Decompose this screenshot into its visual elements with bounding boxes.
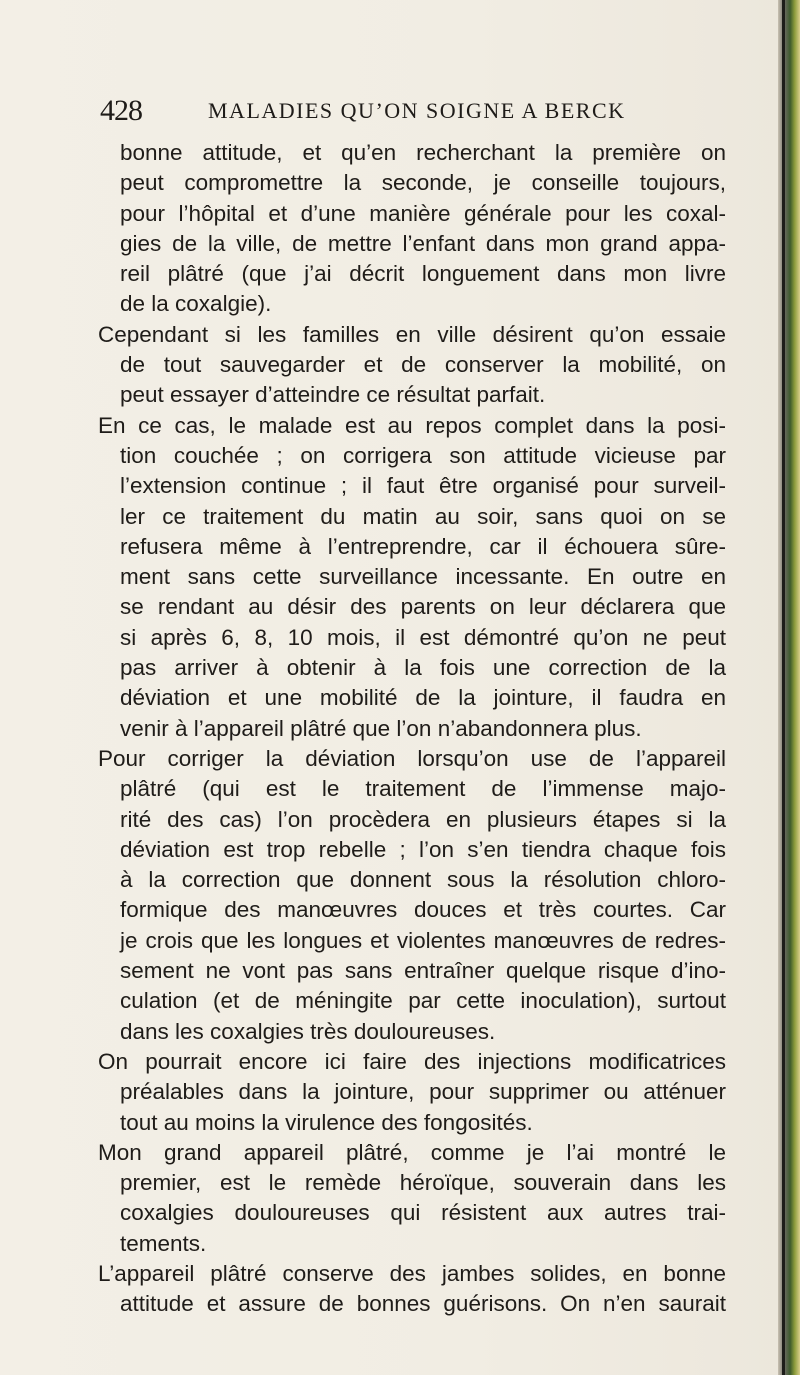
text-line: l’extension continue ; il faut être organisé pour surveil- [120, 473, 726, 499]
text-line: rité des cas) l’on procèdera en plusieurs étapes si la [120, 806, 726, 832]
text-line: Mon grand appareil plâtré, comme je l’ai montré le [98, 1139, 726, 1165]
text-line: reil plâtré (que j’ai décrit longuement dans mon livre [120, 261, 726, 287]
text-line: plâtré (qui est le traitement de l’immense majo- [120, 776, 726, 802]
text-line: pour l’hôpital et d’une manière générale pour les coxal- [120, 200, 726, 226]
text-line: déviation et une mobilité de la jointure, il faudra en [120, 685, 726, 711]
text-line: On pourrait encore ici faire des injections modificatrices [98, 1048, 726, 1074]
text-line: se rendant au désir des parents on leur déclarera que [120, 594, 726, 620]
text-line: je crois que les longues et violentes manœuvres de redres- [120, 927, 726, 953]
text-line: tout au moins la virulence des fongosités. [120, 1109, 533, 1135]
text-line: de la coxalgie). [120, 291, 272, 317]
text-line: de tout sauvegarder et de conserver la mobilité, on [120, 352, 726, 378]
text-line: attitude et assure de bonnes guérisons. On n’en saurait [120, 1291, 726, 1317]
text-line: pas arriver à obtenir à la fois une correction de la [120, 655, 726, 681]
text-line: En ce cas, le malade est au repos complet dans la posi- [98, 412, 726, 438]
text-line: sement ne vont pas sans entraîner quelque risque d’ino- [120, 958, 726, 984]
text-line: gies de la ville, de mettre l’enfant dans mon grand appa- [120, 230, 726, 256]
text-line: préalables dans la jointure, pour supprimer ou atténuer [120, 1079, 726, 1105]
page-number: 428 [100, 94, 142, 127]
text-line: culation (et de méningite par cette inoculation), surtout [120, 988, 726, 1014]
body-text [98, 138, 726, 1320]
text-line: bonne attitude, et qu’en recherchant la première on [120, 140, 726, 165]
book-spine-edge [778, 0, 800, 1375]
running-title: MALADIES QU’ON SOIGNE A BERCK [208, 98, 626, 123]
text-line: venir à l’appareil plâtré que l’on n’abandonnera plus. [120, 715, 642, 741]
text-line: tements. [120, 1230, 207, 1256]
text-line: peut essayer d’atteindre ce résultat parfait. [120, 382, 546, 408]
text-line: si après 6, 8, 10 mois, il est démontré qu’on ne peut [120, 624, 726, 650]
text-line: refusera même à l’entreprendre, car il échouera sûre- [120, 533, 726, 559]
text-line: à la correction que donnent sous la résolution chloro- [120, 867, 726, 893]
text-line: Cependant si les familles en ville désirent qu’on essaie [98, 321, 726, 347]
text-line: ment sans cette surveillance incessante. En outre en [120, 564, 726, 590]
text-line: peut compromettre la seconde, je conseille toujours, [120, 170, 726, 196]
text-line: Pour corriger la déviation lorsqu’on use de l’appareil [98, 745, 726, 771]
text-line: L’appareil plâtré conserve des jambes solides, en bonne [98, 1260, 726, 1286]
text-line: premier, est le remède héroïque, souverain dans les [120, 1170, 726, 1196]
text-line: formique des manœuvres douces et très courtes. Car [120, 897, 726, 923]
text-line: ler ce traitement du matin au soir, sans quoi on se [120, 503, 726, 529]
page-header [100, 94, 740, 130]
text-line: coxalgies douloureuses qui résistent aux autres trai- [120, 1200, 726, 1226]
text-line: déviation est trop rebelle ; l’on s’en tiendra chaque fois [120, 836, 726, 862]
text-line: tion couchée ; on corrigera son attitude vicieuse par [120, 442, 726, 468]
text-line: dans les coxalgies très douloureuses. [120, 1018, 496, 1044]
